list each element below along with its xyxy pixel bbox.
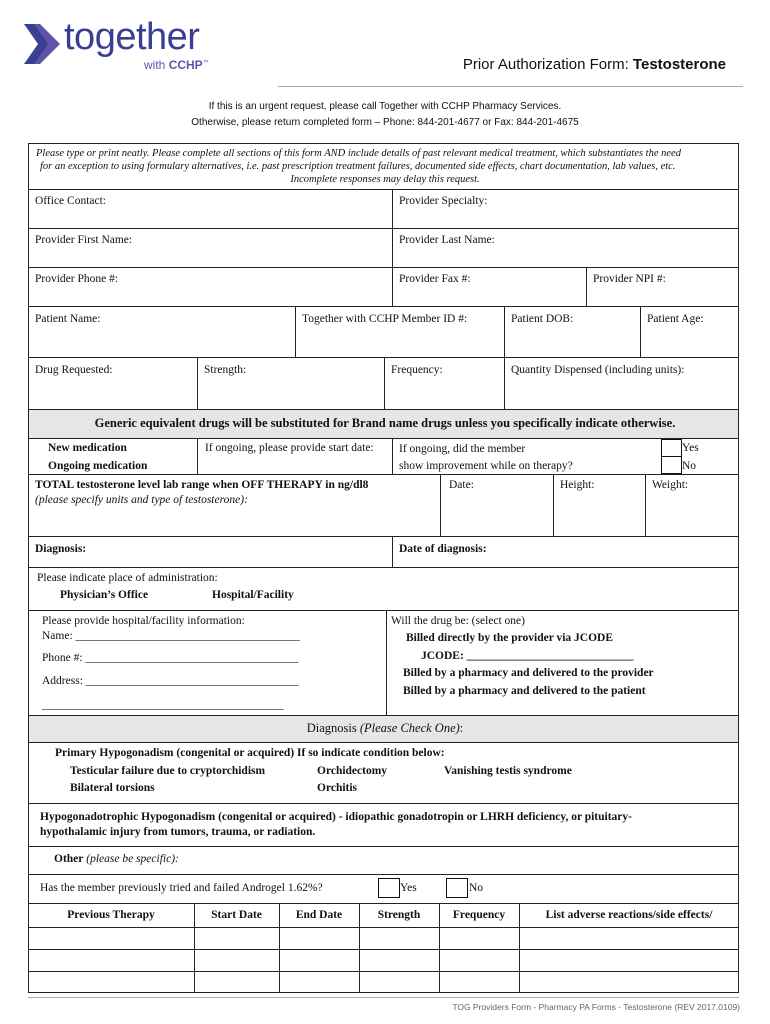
lab-subtitle: (please specify units and type of testosterone): (35, 494, 248, 506)
table-row[interactable] (28, 950, 739, 971)
rule (28, 846, 739, 847)
provider-last-name-field[interactable]: Provider Last Name: (399, 234, 495, 246)
other-note: (please be specific): (86, 853, 179, 865)
therapy-header-end: End Date (295, 909, 343, 921)
androgel-yes-label: Yes (400, 882, 417, 894)
new-medication-checkbox[interactable] (29, 441, 45, 457)
therapy-header-frequency: Frequency (452, 909, 506, 921)
rule (384, 357, 385, 409)
logo-tm: ™ (202, 60, 209, 66)
facility-prompt: Please provide hospital/facility information: (42, 615, 245, 627)
other-label: Other (54, 853, 84, 865)
start-date-field[interactable]: If ongoing, please provide start date: (205, 442, 374, 454)
logo (22, 18, 262, 78)
bilateral-torsions-option[interactable]: Bilateral torsions (70, 782, 155, 794)
improvement-yes-checkbox[interactable] (661, 439, 682, 457)
rule (440, 474, 441, 536)
instructions-line-1: Please type or print neatly. Please complete all sections of this form AND include details of past relevant medical treatment, which substantiates the need (36, 148, 681, 159)
therapy-header-start: Start Date (211, 909, 262, 921)
diagnosis-field[interactable]: Diagnosis: (35, 543, 87, 555)
therapy-header-previous: Previous Therapy (67, 909, 155, 921)
new-medication-label: New medication (48, 442, 127, 454)
rule (504, 357, 505, 409)
hypogonadotrophic-line-2: hypothalamic injury from tumors, trauma, or radiation. (40, 826, 316, 838)
rule (392, 438, 393, 474)
improvement-question-line-1: If ongoing, did the member (399, 443, 526, 455)
logo-sub (144, 58, 209, 72)
generic-notice: Generic equivalent drugs will be substituted for Brand name drugs unless you specifically indicate otherwise. (94, 416, 676, 430)
physician-office-option[interactable]: Physician’s Office (60, 589, 149, 601)
form-title (463, 56, 726, 73)
rule (28, 474, 739, 475)
rule (586, 267, 587, 306)
lab-date-field[interactable]: Date: (449, 479, 474, 491)
rule (28, 874, 739, 875)
patient-dob-field[interactable]: Patient DOB: (511, 313, 574, 325)
instructions-line-2: for an exception to using formulary alternatives, i.e. past prescription treatment failures, documented side effects, chart documentation, lab values, etc. (40, 161, 676, 172)
ongoing-medication-label: Ongoing medication (48, 460, 148, 472)
diagnosis-check-header-suffix: : (459, 721, 464, 735)
facility-name-field[interactable]: Name: _______________________________________ (42, 630, 300, 642)
therapy-table (28, 903, 739, 993)
rule (28, 803, 739, 804)
jcode-field[interactable]: JCODE: _____________________________ (421, 650, 634, 662)
orchidectomy-option[interactable]: Orchidectomy (317, 765, 388, 777)
provider-phone-field[interactable]: Provider Phone #: (35, 273, 119, 285)
form-frame (28, 143, 739, 993)
rule (553, 474, 554, 536)
billed-jcode-option[interactable]: Billed directly by the provider via JCODE (406, 632, 614, 644)
rule (197, 357, 198, 409)
androgel-no-checkbox[interactable] (446, 878, 468, 898)
diagnosis-check-header (0, 721, 770, 736)
therapy-header-adverse: List adverse reactions/side effects/ (545, 909, 713, 921)
improvement-question-line-2: show improvement while on therapy? (399, 460, 573, 472)
testicular-failure-option[interactable]: Testicular failure due to cryptorchidism (70, 765, 266, 777)
rule (386, 610, 387, 715)
hospital-facility-option[interactable]: Hospital/Facility (212, 589, 294, 601)
improvement-no-label: No (682, 460, 697, 472)
primary-hypogonadism-option[interactable]: Primary Hypogonadism (congenital or acquired) If so indicate condition below: (55, 747, 445, 759)
rule (392, 536, 393, 567)
quantity-field[interactable]: Quantity Dispensed (including units): (511, 364, 685, 376)
therapy-header-strength: Strength (377, 909, 421, 921)
hypogonadotrophic-option[interactable]: Hypogonadotrophic Hypogonadism (congenital or acquired) - idiopathic gonadotropin or LHRH deficiency, or pituitary- (40, 811, 632, 823)
administration-prompt: Please indicate place of administration: (37, 572, 218, 584)
provider-first-name-field[interactable]: Provider First Name: (35, 234, 133, 246)
rule (28, 536, 739, 537)
table-row[interactable] (28, 972, 739, 993)
urgent-line-2: Otherwise, please return completed form – Phone: 844-201-4677 or Fax: 844-201-4675 (191, 117, 579, 128)
provider-npi-field[interactable]: Provider NPI #: (593, 273, 666, 285)
diagnosis-check-header-italic: (Please Check One) (359, 721, 460, 735)
other-option[interactable] (54, 853, 179, 865)
patient-name-field[interactable]: Patient Name: (35, 313, 101, 325)
facility-phone-field[interactable]: Phone #: _____________________________________ (42, 652, 299, 664)
strength-field[interactable]: Strength: (204, 364, 247, 376)
drug-requested-field[interactable]: Drug Requested: (35, 364, 113, 376)
footer-text: TOG Providers Form - Pharmacy PA Forms - Testosterone (REV 2017.0109) (452, 1002, 740, 1012)
rule (28, 438, 739, 439)
logo-chevron-icon (22, 22, 62, 66)
form-title-drug: Testosterone (632, 56, 726, 73)
rule (28, 306, 739, 307)
billed-patient-option[interactable]: Billed by a pharmacy and delivered to the patient (403, 685, 646, 697)
form-title-prefix: Prior Authorization Form: (462, 56, 629, 73)
rule (28, 567, 739, 568)
androgel-question: Has the member previously tried and failed Androgel 1.62%? (40, 882, 323, 894)
facility-address-line-2[interactable]: __________________________________________ (42, 699, 284, 711)
urgent-line-1: If this is an urgent request, please call Together with CCHP Pharmacy Services. (208, 101, 562, 112)
diagnosis-check-header-prefix: Diagnosis (306, 721, 360, 735)
rule (28, 610, 739, 611)
rule (645, 474, 646, 536)
rule (640, 306, 641, 357)
rule (392, 189, 393, 306)
vanishing-testis-option[interactable]: Vanishing testis syndrome (444, 765, 572, 777)
rule (197, 438, 198, 474)
rule (28, 267, 739, 268)
provider-fax-field[interactable]: Provider Fax #: (399, 273, 471, 285)
provider-specialty-field[interactable]: Provider Specialty: (399, 195, 488, 207)
rule (295, 306, 296, 357)
frequency-field[interactable]: Frequency: (391, 364, 443, 376)
weight-field[interactable]: Weight: (652, 479, 689, 491)
orchitis-option[interactable]: Orchitis (317, 782, 358, 794)
androgel-yes-checkbox[interactable] (378, 878, 400, 898)
member-id-field[interactable]: Together with CCHP Member ID #: (302, 313, 468, 325)
rule (504, 306, 505, 357)
logo-sub-prefix: with (144, 58, 166, 72)
header-rule (278, 86, 743, 87)
logo-word: together (64, 16, 200, 58)
will-drug-be-prompt: Will the drug be: (select one) (391, 615, 525, 627)
table-row[interactable] (28, 928, 739, 949)
patient-age-field[interactable]: Patient Age: (647, 313, 704, 325)
androgel-no-label: No (469, 882, 484, 894)
rule (28, 742, 739, 743)
improvement-yes-label: Yes (682, 442, 699, 454)
height-field[interactable]: Height: (560, 479, 595, 491)
lab-title: TOTAL testosterone level lab range when OFF THERAPY in ng/dl8 (35, 479, 369, 491)
rule (28, 228, 739, 229)
improvement-no-checkbox[interactable] (661, 456, 682, 474)
logo-sub-brand: CCHP (168, 58, 203, 72)
date-of-diagnosis-field[interactable]: Date of diagnosis: (399, 543, 487, 555)
office-contact-field[interactable]: Office Contact: (35, 195, 106, 207)
billed-provider-option[interactable]: Billed by a pharmacy and delivered to the provider (403, 667, 654, 679)
rule (28, 189, 739, 190)
facility-address-field[interactable]: Address: _____________________________________ (42, 675, 299, 687)
instructions-line-3: Incomplete responses may delay this request. (290, 174, 480, 185)
footer-rule (28, 997, 739, 998)
